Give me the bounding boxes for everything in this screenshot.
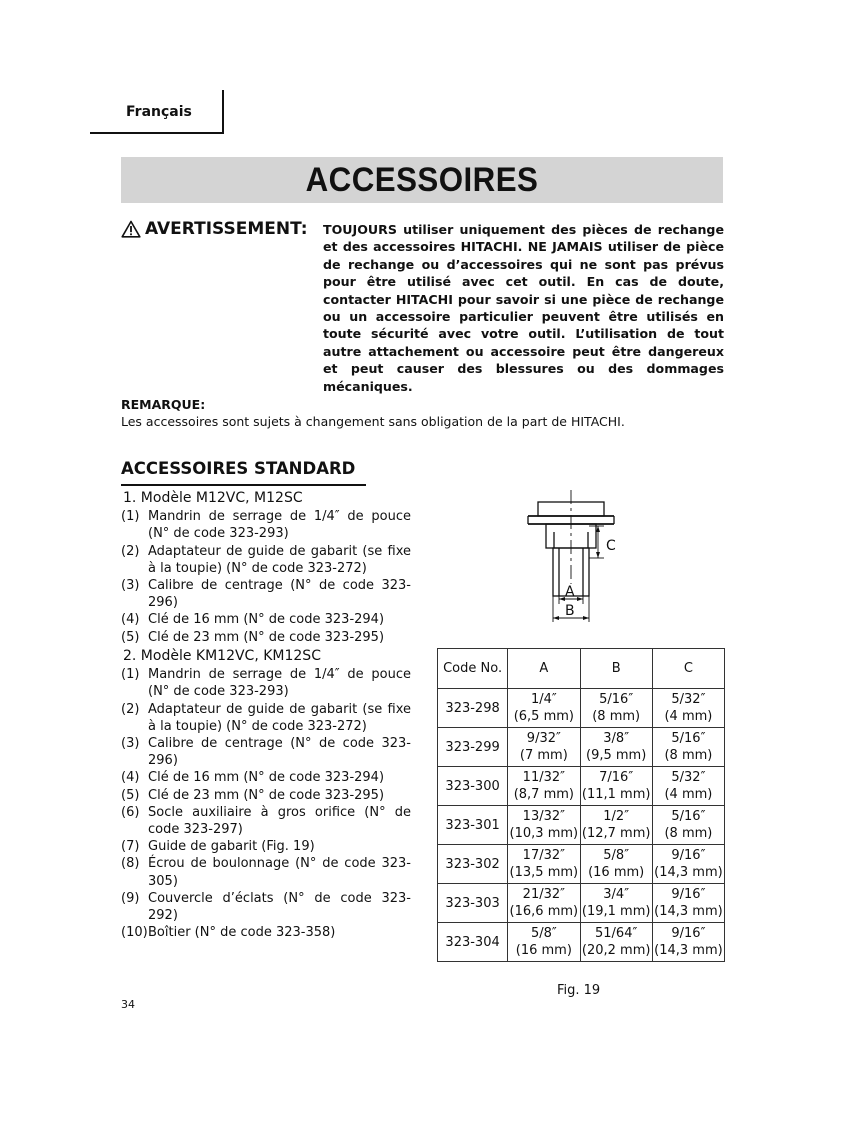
warning-triangle-icon (121, 220, 141, 238)
item-number: (9) (121, 890, 140, 906)
cell-b: 5/8″ (16 mm) (580, 845, 652, 884)
header-code: Code No. (438, 649, 508, 689)
warning-text: TOUJOURS utiliser uniquement des pièces de rechange et des accessoires HITACHI. NE JAMAIS utiliser de pièce de rechange ou d’accessoires qui ne sont pas prévus pour être utilisé avec cet outil. En cas de doute, contacter HITACHI pour savoir si une pièce de rechange ou un accessoire particulier peuvent être utilisés en toute sécurité avec votre outil. L’utilisation de tout autre attachement ou accessoire peut être dangereux et peut causer des blessures ou des dommages mécaniques. (323, 222, 724, 394)
list-item (121, 611, 411, 628)
item-text: Boîtier (N° de code 323-358) (148, 925, 336, 941)
item-number: (5) (121, 629, 140, 645)
item-number: (8) (121, 856, 140, 872)
cell-b: 5/16″ (8 mm) (580, 689, 652, 728)
language-tab (90, 90, 224, 134)
cell-b: 1/2″ (12,7 mm) (580, 806, 652, 845)
tab-vertical-rule (222, 90, 224, 134)
item-number: (6) (121, 804, 140, 820)
warning-label: AVERTISSEMENT: (145, 219, 308, 239)
item-number: (5) (121, 787, 140, 803)
list-item (121, 890, 411, 924)
list-item (121, 577, 411, 611)
dim-label-a: A (565, 584, 575, 600)
cell-code: 323-303 (438, 884, 508, 923)
item-text: Calibre de centrage (N° de code 323-296) (148, 578, 411, 611)
template-guide-diagram (500, 486, 640, 626)
cell-a: 21/32″ (16,6 mm) (508, 884, 580, 923)
item-text: Clé de 23 mm (N° de code 323-295) (148, 629, 385, 645)
item-number: (2) (121, 701, 140, 717)
cell-a: 9/32″ (7 mm) (508, 728, 580, 767)
tab-horizontal-rule (90, 132, 224, 134)
list-item (121, 924, 411, 941)
cell-code: 323-302 (438, 845, 508, 884)
list-item (121, 735, 411, 769)
dim-label-b: B (565, 603, 575, 619)
item-number: (1) (121, 509, 140, 525)
cell-b: 7/16″ (11,1 mm) (580, 767, 652, 806)
cell-b: 3/4″ (19,1 mm) (580, 884, 652, 923)
cell-c: 9/16″ (14,3 mm) (652, 884, 724, 923)
cell-a: 17/32″ (13,5 mm) (508, 845, 580, 884)
item-text: Guide de gabarit (Fig. 19) (148, 839, 315, 855)
cell-code: 323-298 (438, 689, 508, 728)
item-text: Mandrin de serrage de 1/4″ de pouce (N° de code 323-293) (148, 667, 411, 700)
guide-spec-table (437, 648, 725, 962)
page-title: ACCESSOIRES (305, 161, 539, 199)
table-header-row (438, 649, 725, 689)
item-text: Couvercle d’éclats (N° de code 323-292) (148, 890, 411, 924)
remark-text: Les accessoires sont sujets à changement sans obligation de la part de HITACHI. (121, 414, 625, 429)
item-number: (2) (121, 543, 140, 559)
list-item (121, 701, 411, 735)
item-text: Adaptateur de guide de gabarit (se fixe à la toupie) (N° de code 323-272) (148, 701, 411, 734)
table-row (438, 845, 725, 884)
model1-list (121, 490, 411, 646)
item-number: (10) (121, 925, 148, 941)
item-number: (1) (121, 667, 140, 683)
list-item (121, 804, 411, 838)
remark-label: REMARQUE: (121, 397, 206, 412)
cell-code: 323-300 (438, 767, 508, 806)
table-row (438, 728, 725, 767)
list-item (121, 855, 411, 889)
warning-heading (121, 219, 308, 239)
cell-code: 323-304 (438, 923, 508, 962)
table-row (438, 689, 725, 728)
cell-a: 5/8″ (16 mm) (508, 923, 580, 962)
cell-b: 3/8″ (9,5 mm) (580, 728, 652, 767)
list-item (121, 543, 411, 577)
list-item (121, 838, 411, 855)
language-label: Français (126, 104, 192, 120)
item-number: (7) (121, 839, 140, 855)
model1-heading: 1. Modèle M12VC, M12SC (123, 490, 303, 506)
dim-label-c: C (606, 538, 616, 554)
list-item (121, 508, 411, 542)
item-text: Calibre de centrage (N° de code 323-296) (148, 736, 411, 769)
model2-heading: 2. Modèle KM12VC, KM12SC (123, 648, 321, 664)
item-number: (4) (121, 612, 140, 628)
cell-code: 323-299 (438, 728, 508, 767)
item-number: (3) (121, 736, 140, 752)
list-item (121, 629, 411, 646)
header-a: A (508, 649, 580, 689)
list-item (121, 666, 411, 700)
item-text: Écrou de boulonnage (N° de code 323-305) (148, 856, 411, 889)
section-title: ACCESSOIRES STANDARD (121, 459, 356, 478)
list-item (121, 787, 411, 804)
item-text: Clé de 16 mm (N° de code 323-294) (148, 770, 385, 786)
item-text: Adaptateur de guide de gabarit (se fixe à la toupie) (N° de code 323-272) (148, 543, 411, 576)
table-row (438, 884, 725, 923)
item-number: (4) (121, 770, 140, 786)
cell-c: 9/16″ (14,3 mm) (652, 845, 724, 884)
item-number: (3) (121, 578, 140, 594)
item-text: Socle auxiliaire à gros orifice (N° de code 323-297) (148, 804, 411, 838)
cell-b: 51/64″ (20,2 mm) (580, 923, 652, 962)
cell-c: 5/16″ (8 mm) (652, 806, 724, 845)
cell-c: 5/32″ (4 mm) (652, 767, 724, 806)
list-item (121, 769, 411, 786)
cell-a: 1/4″ (6,5 mm) (508, 689, 580, 728)
cell-a: 11/32″ (8,7 mm) (508, 767, 580, 806)
header-b: B (580, 649, 652, 689)
cell-a: 13/32″ (10,3 mm) (508, 806, 580, 845)
title-band (121, 157, 723, 203)
figure-caption: Fig. 19 (557, 983, 601, 998)
table-row (438, 923, 725, 962)
cell-c: 5/16″ (8 mm) (652, 728, 724, 767)
cell-c: 5/32″ (4 mm) (652, 689, 724, 728)
model2-list (121, 648, 411, 941)
section-underline (121, 484, 366, 486)
cell-c: 9/16″ (14,3 mm) (652, 923, 724, 962)
header-c: C (652, 649, 724, 689)
page-number: 34 (121, 998, 135, 1011)
item-text: Clé de 16 mm (N° de code 323-294) (148, 612, 385, 628)
table-row (438, 767, 725, 806)
item-text: Clé de 23 mm (N° de code 323-295) (148, 787, 385, 803)
table-row (438, 806, 725, 845)
item-text: Mandrin de serrage de 1/4″ de pouce (N° de code 323-293) (148, 509, 411, 542)
cell-code: 323-301 (438, 806, 508, 845)
